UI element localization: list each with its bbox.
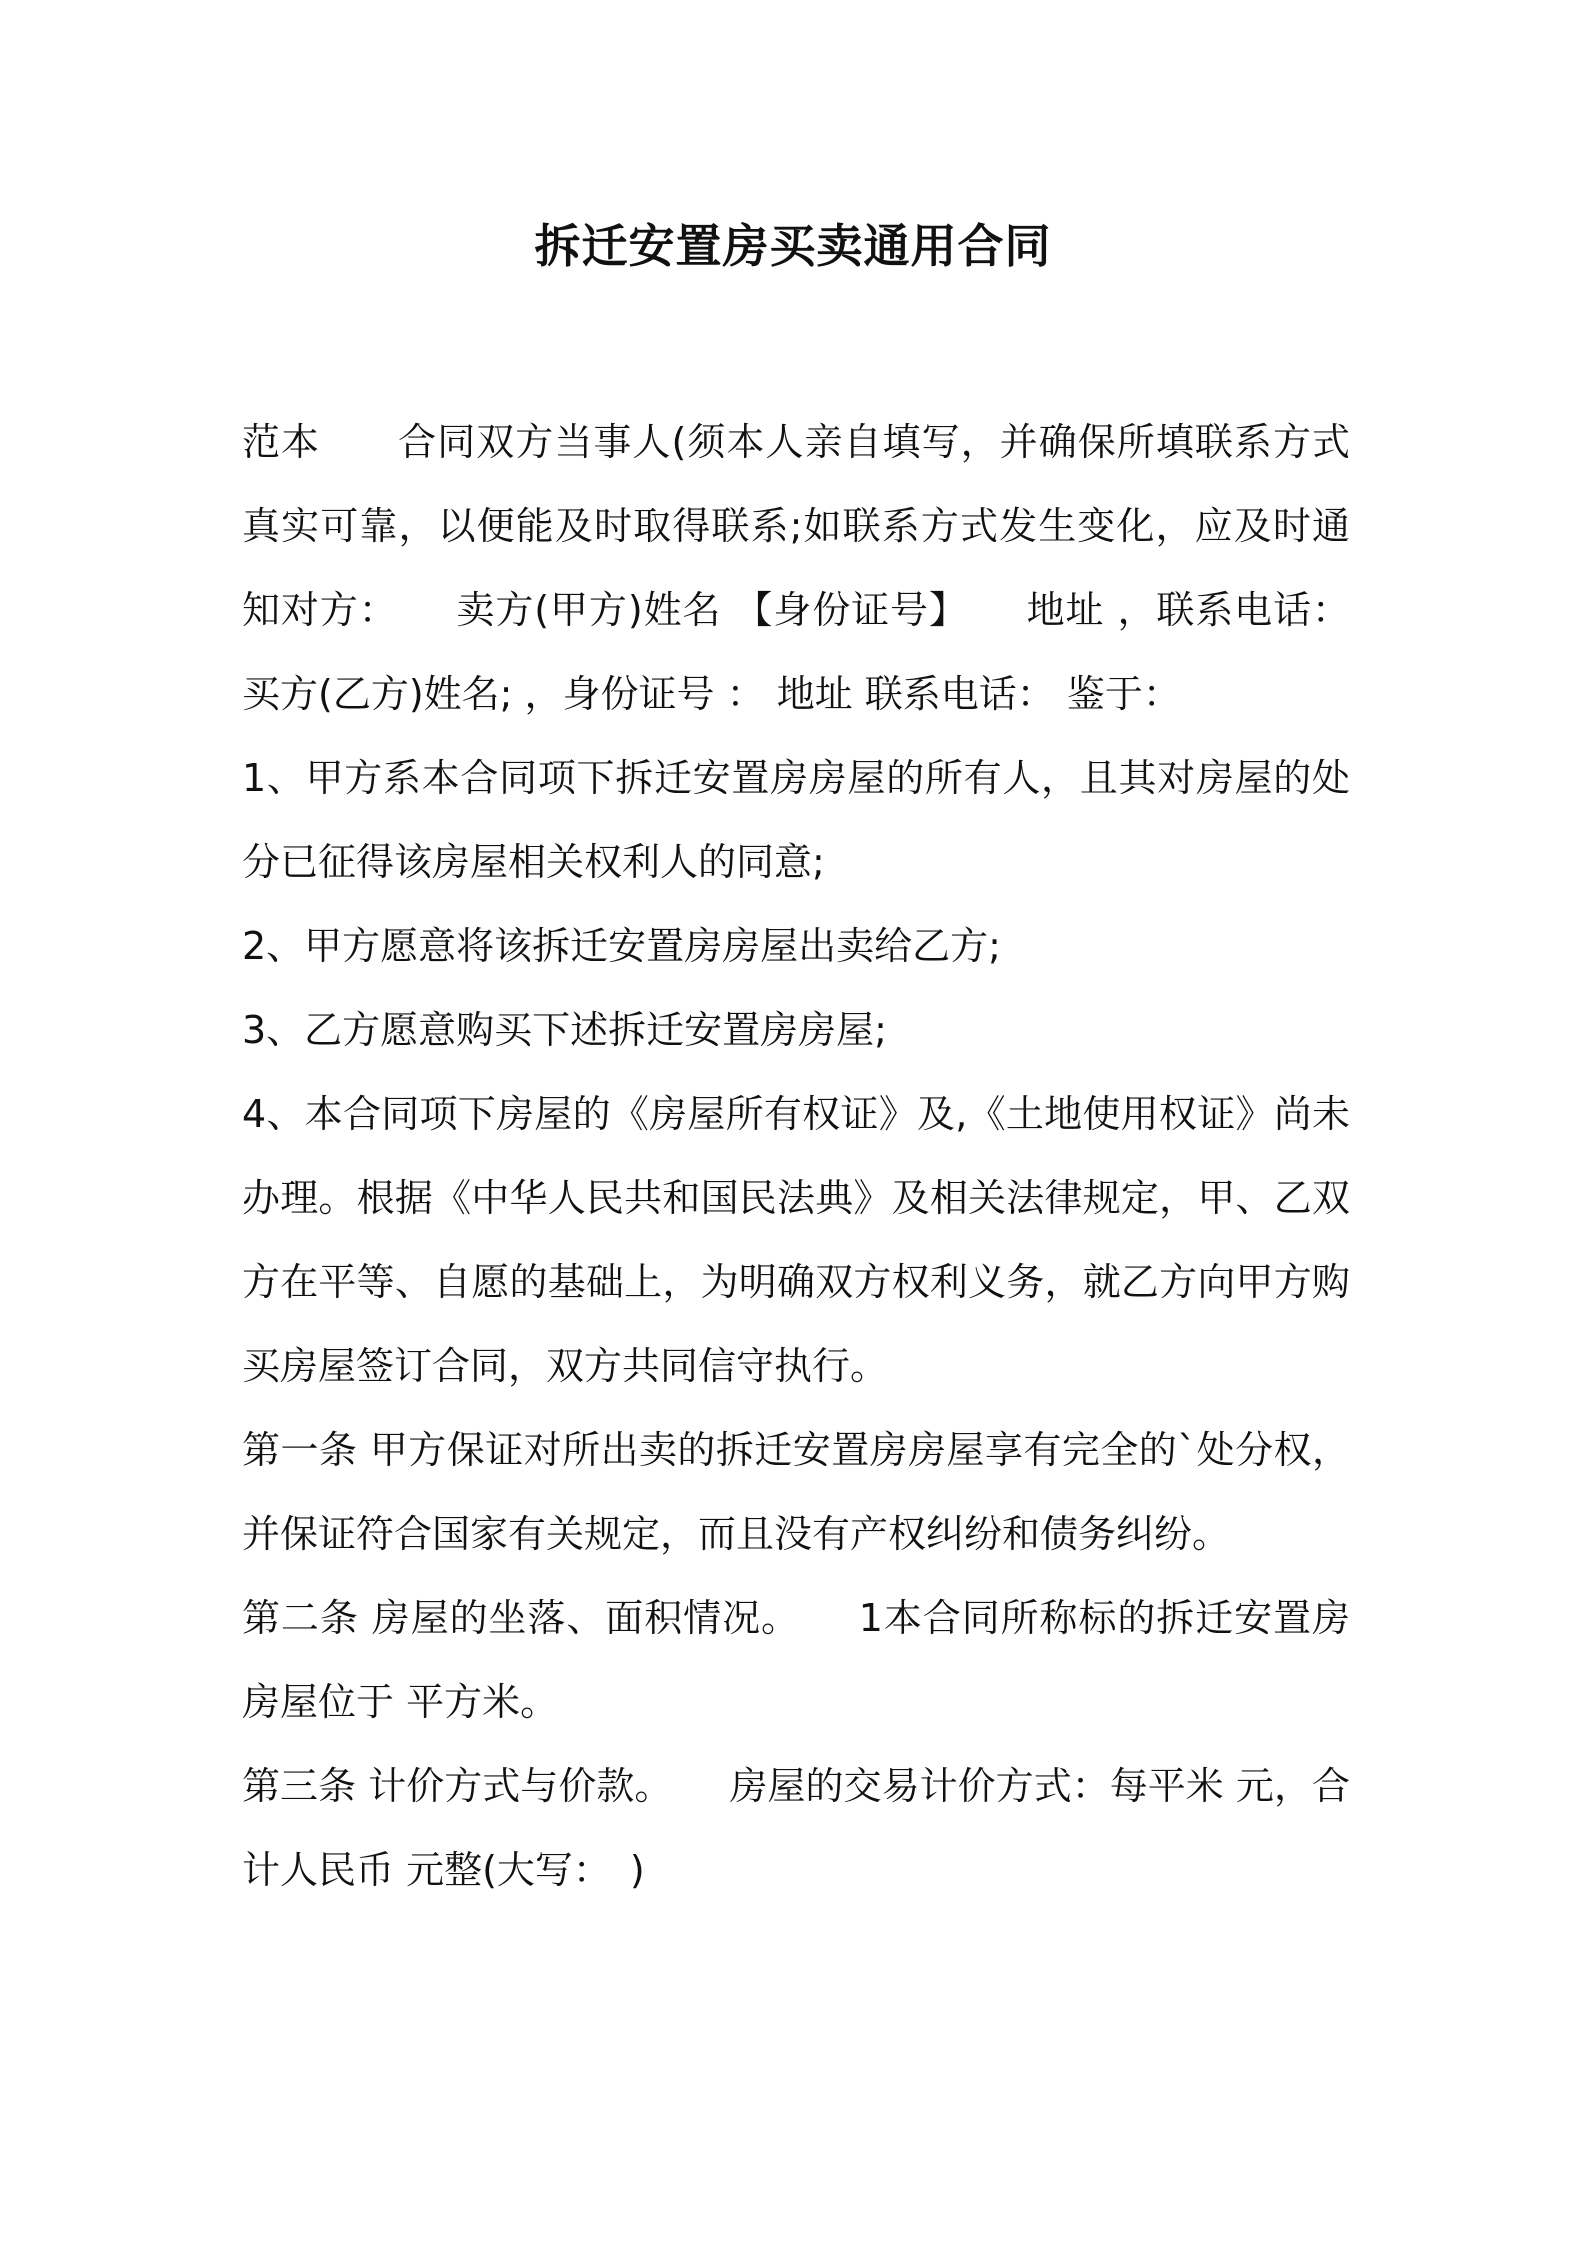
paragraph-item-4: 4、本合同项下房屋的《房屋所有权证》及,《土地使用权证》尚未办理。根据《中华人民共和国民法典》及相关法律规定，甲、乙双方在平等、自愿的基础上，为明确双方权利义务，就乙方向甲方购买房屋签订合同，双方共同信守执行。 (242, 1092, 1350, 1388)
paragraph-preamble: 范本 合同双方当事人(须本人亲自填写，并确保所填联系方式真实可靠，以便能及时取得联系;如联系方式发生变化，应及时通知对方： 卖方(甲方)姓名 【身份证号】 地址 ，联系电话： 买方(乙方)姓名; ，身份证号 ： 地址 联系电话： 鉴于： (242, 420, 1350, 716)
paragraph-article-3: 第三条 计价方式与价款。 房屋的交易计价方式：每平米 元，合计人民币 元整(大写： ) (242, 1764, 1350, 1892)
paragraph-item-2: 2、甲方愿意将该拆迁安置房房屋出卖给乙方; (242, 924, 1001, 968)
paragraph-item-1: 1、甲方系本合同项下拆迁安置房房屋的所有人，且其对房屋的处分已征得该房屋相关权利人的同意; (242, 756, 1350, 884)
paragraph-article-2: 第二条 房屋的坐落、面积情况。 1本合同所称标的拆迁安置房房屋位于 平方米。 (242, 1596, 1350, 1724)
paragraph-item-3: 3、乙方愿意购买下述拆迁安置房房屋; (242, 1008, 887, 1052)
paragraph-article-1: 第一条 甲方保证对所出卖的拆迁安置房房屋享有完全的`处分权，并保证符合国家有关规定，而且没有产权纠纷和债务纠纷。 (242, 1428, 1350, 1556)
document-body (242, 400, 1350, 1912)
document-title: 拆迁安置房买卖通用合同 (534, 219, 1052, 273)
